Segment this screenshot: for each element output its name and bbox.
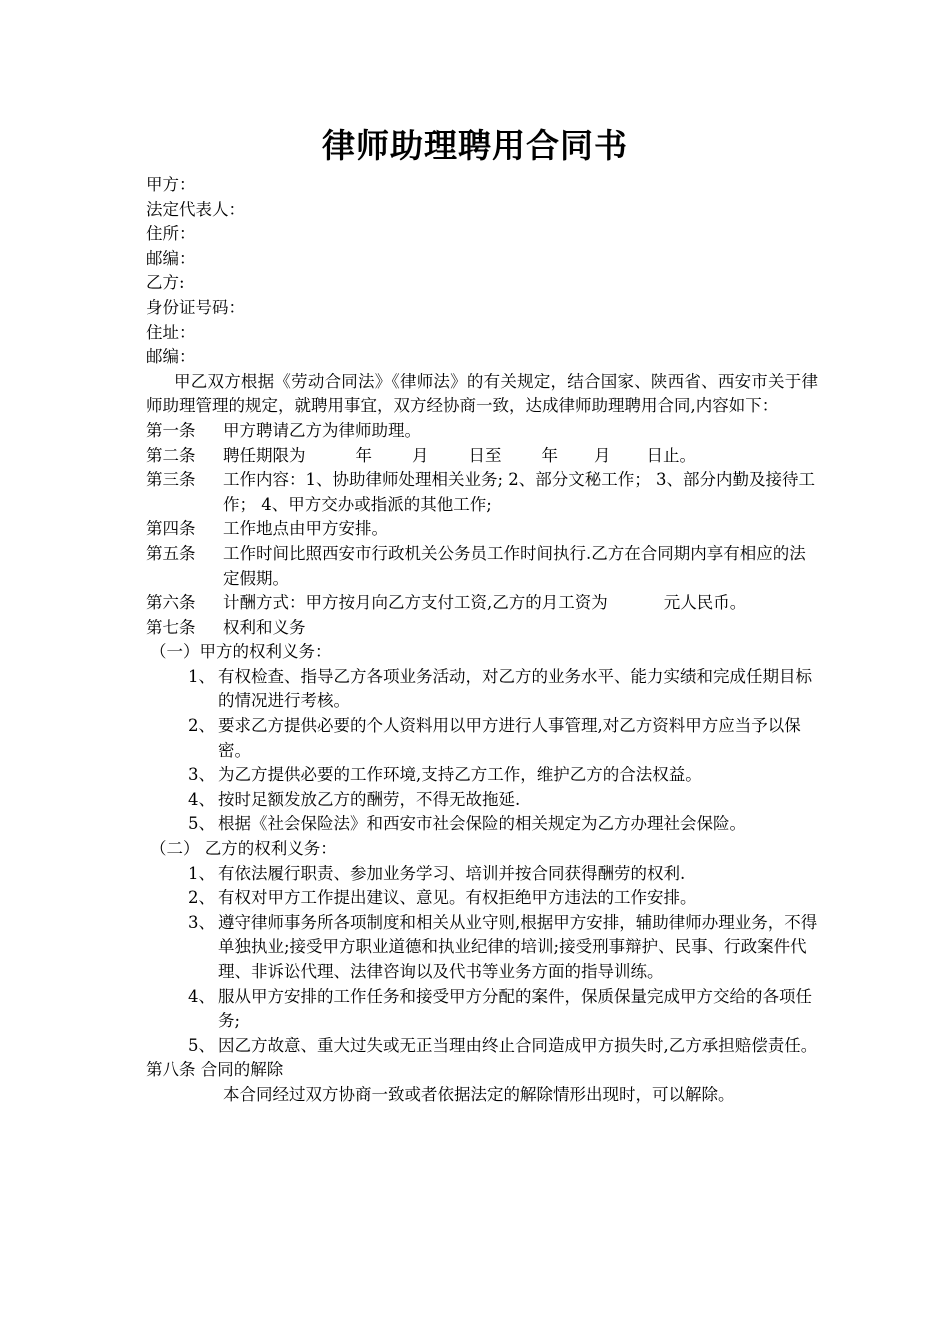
- item-text: 因乙方故意、重大过失或无正当理由终止合同造成甲方损失时,乙方承担赔偿责任。: [218, 1035, 818, 1055]
- item-text: 遵守律师事务所各项制度和相关从业守则,根据甲方安排，辅助律师办理业务，不得单独执业;接受甲方职业道德和执业纪律的培训;接受刑事辩护、民事、行政案件代理、非诉讼代理、法律咨询以及代书等业务方面的指导训练。: [218, 912, 818, 981]
- article-2: [146, 444, 818, 469]
- party-a-field: 甲方：: [146, 175, 196, 194]
- start-month-label: 月: [412, 445, 429, 465]
- article-text: [223, 444, 696, 469]
- party-b-address-field: 住址：: [146, 322, 196, 342]
- article-7: [146, 616, 818, 641]
- article-number: 第三条: [146, 470, 196, 490]
- list-item: [146, 812, 818, 837]
- item-number: 5、: [188, 814, 215, 834]
- article-5: [146, 542, 818, 591]
- list-item: [146, 911, 818, 985]
- item-text: 有权检查、指导乙方各项业务活动，对乙方的业务水平、能力实绩和完成任期目标的情况进行考核。: [218, 666, 812, 711]
- list-item: [146, 862, 818, 887]
- item-text: 有权对甲方工作提出建议、意见。有权拒绝甲方违法的工作安排。: [218, 888, 697, 908]
- item-text: 服从甲方安排的工作任务和接受甲方分配的案件，保质保量完成甲方交给的各项任务;: [218, 986, 812, 1031]
- list-item: [146, 886, 818, 911]
- start-year-label: 年: [355, 445, 372, 465]
- list-item: [146, 985, 818, 1034]
- article-number: 第二条: [146, 445, 196, 465]
- item-number: 3、: [188, 912, 215, 932]
- article-4: [146, 517, 818, 542]
- term-label: 聘任期限为: [223, 445, 306, 465]
- item-text: 根据《社会保险法》和西安市社会保险的相关规定为乙方办理社会保险。: [218, 814, 746, 834]
- end-day-label: 日止。: [646, 445, 696, 465]
- item-number: 4、: [188, 986, 215, 1006]
- article-8-text: 本合同经过双方协商一致或者依据法定的解除情形出现时，可以解除。: [223, 1084, 735, 1104]
- id-number-field: 身份证号码：: [146, 297, 245, 317]
- article-number: 第四条: [146, 519, 196, 539]
- item-number: 1、: [188, 666, 215, 686]
- end-year-label: 年: [541, 445, 558, 465]
- contract-body: [146, 173, 818, 1108]
- article-number: 第五条: [146, 543, 196, 563]
- document-title: 律师助理聘用合同书: [322, 126, 628, 165]
- article-number: 第一条: [146, 420, 196, 440]
- list-item: [146, 665, 818, 714]
- article-8-heading: 第八条 合同的解除: [146, 1060, 284, 1080]
- section-a-heading: （一）甲方的权利义务：: [150, 642, 332, 662]
- article-3: [146, 468, 818, 517]
- article-1: [146, 419, 818, 444]
- item-text: 要求乙方提供必要的个人资料用以甲方进行人事管理,对乙方资料甲方应当予以保密。: [218, 716, 801, 760]
- item-number: 2、: [188, 888, 215, 908]
- item-number: 4、: [188, 789, 215, 809]
- list-item: [146, 714, 818, 763]
- article-6: [146, 591, 818, 616]
- pay-method-text: 计酬方式：甲方按月向乙方支付工资,乙方的月工资为: [223, 593, 608, 613]
- article-text: 权利和义务: [223, 617, 306, 637]
- item-number: 3、: [188, 765, 215, 785]
- item-text: 有依法履行职责、参加业务学习、培训并按合同获得酬劳的权利.: [218, 863, 686, 883]
- list-item: [146, 763, 818, 788]
- article-text: 甲方聘请乙方为律师助理。: [223, 420, 421, 440]
- item-text: 为乙方提供必要的工作环境,支持乙方工作，维护乙方的合法权益。: [218, 765, 702, 785]
- article-text: 工作时间比照西安市行政机关公务员工作时间执行.乙方在合同期内享有相应的法定假期。: [223, 543, 806, 588]
- party-b-postcode-field: 邮编：: [146, 347, 196, 367]
- party-b-field: 乙方:: [146, 273, 185, 293]
- list-item: [146, 788, 818, 813]
- currency-text: 元人民币。: [663, 593, 747, 613]
- legal-representative-field: 法定代表人：: [146, 199, 245, 219]
- end-month-label: 月: [594, 445, 611, 465]
- item-number: 5、: [188, 1035, 215, 1055]
- article-text: 工作地点由甲方安排。: [223, 519, 388, 539]
- section-b-heading: （二） 乙方的权利义务：: [150, 839, 337, 859]
- article-number: 第七条: [146, 617, 196, 637]
- item-number: 2、: [188, 716, 215, 736]
- article-number: 第六条: [146, 593, 196, 613]
- list-item: [146, 1034, 818, 1059]
- party-a-postcode-field: 邮编：: [146, 248, 196, 268]
- start-day-label: 日至: [468, 445, 502, 465]
- article-text: [223, 591, 746, 616]
- item-text: 按时足额发放乙方的酬劳，不得无故拖延.: [218, 789, 521, 809]
- party-a-address-field: 住所：: [146, 224, 196, 244]
- intro-paragraph: 甲乙双方根据《劳动合同法》《律师法》的有关规定，结合国家、陕西省、西安市关于律师助理管理的规定，就聘用事宜，双方经协商一致，达成律师助理聘用合同,内容如下：: [146, 371, 818, 416]
- article-text: 工作内容：1、协助律师处理相关业务; 2、部分文秘工作； 3、部分内勤及接待工作； 4、甲方交办或指派的其他工作;: [223, 470, 816, 514]
- item-number: 1、: [188, 863, 215, 883]
